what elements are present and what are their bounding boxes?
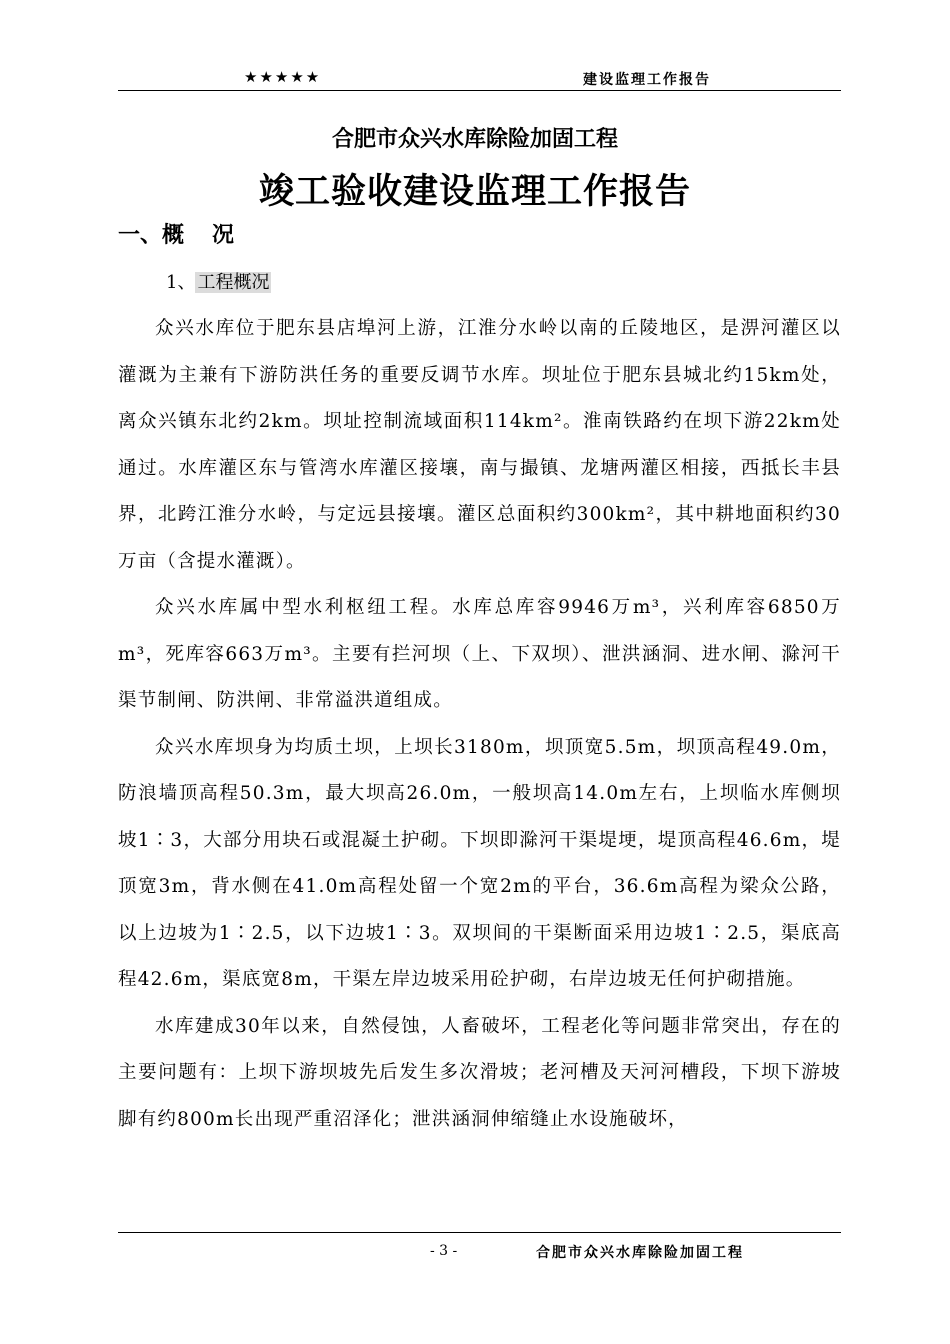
section-title-char2: 况	[212, 223, 235, 248]
document-title-line2: 竣工验收建设监理工作报告	[258, 172, 691, 212]
header-title: 建设监理工作报告	[583, 72, 711, 88]
paragraph: 水库建成30年以来，自然侵蚀，人畜破坏，工程老化等问题非常突出，存在的主要问题有：上坝下游坝坡先后发生多次滑坡；老河槽及天河河槽段，下坝下游坡脚有约800m长出现严重沼泽化；泄洪涵洞伸缩缝止水设施破坏，	[118, 1015, 841, 1130]
page-number: - 3 -	[430, 1243, 458, 1259]
header-divider	[118, 90, 841, 91]
paragraph: 众兴水库位于肥东县店埠河上游，江淮分水岭以南的丘陵地区，是淠河灌区以灌溉为主兼有下游防洪任务的重要反调节水库。坝址位于肥东县城北约15km处，离众兴镇东北约2km。坝址控制流域面积114km²。淮南铁路约在坝下游22km处通过。水库灌区东与管湾水库灌区接壤，南与撮镇、龙塘两灌区相接，西抵长丰县界，北跨江淮分水岭，与定远县接壤。灌区总面积约300km²，其中耕地面积约30万亩（含提水灌溉）。	[118, 318, 841, 572]
body-text	[118, 306, 841, 1143]
subsection-heading	[166, 268, 271, 294]
section-number: 一、	[118, 223, 163, 248]
subsection-number: 1、	[166, 272, 196, 293]
paragraph: 众兴水库属中型水利枢纽工程。水库总库容9946万m³，兴利库容6850万m³，死库容663万m³。主要有拦河坝（上、下双坝）、泄洪涵洞、进水闸、滁河干渠节制闸、防洪闸、非常溢洪道组成。	[118, 597, 841, 711]
footer-divider	[118, 1232, 841, 1233]
document-title-line1: 合肥市众兴水库除险加固工程	[331, 127, 618, 152]
header-stars: ★★★★★	[244, 68, 322, 86]
subsection-title: 工程概况	[197, 272, 270, 293]
page-header	[118, 66, 841, 90]
section-title-char1: 概	[162, 223, 185, 248]
section-heading	[118, 218, 234, 249]
footer-title: 合肥市众兴水库除险加固工程	[536, 1245, 744, 1261]
paragraph: 众兴水库坝身为均质土坝，上坝长3180m，坝顶宽5.5m，坝顶高程49.0m，防浪墙顶高程50.3m，最大坝高26.0m，一般坝高14.0m左右，上坝临水库侧坝坡1∶3，大部分用块石或混凝土护砌。下坝即滁河干渠堤埂，堤顶高程46.6m，堤顶宽3m，背水侧在41.0m高程处留一个宽2m的平台，36.6m高程为梁众公路，以上边坡为1∶2.5，以下边坡1∶3。双坝间的干渠断面采用边坡1∶2.5，渠底高程42.6m，渠底宽8m，干渠左岸边坡采用砼护砌，右岸边坡无任何护砌措施。	[118, 736, 841, 990]
